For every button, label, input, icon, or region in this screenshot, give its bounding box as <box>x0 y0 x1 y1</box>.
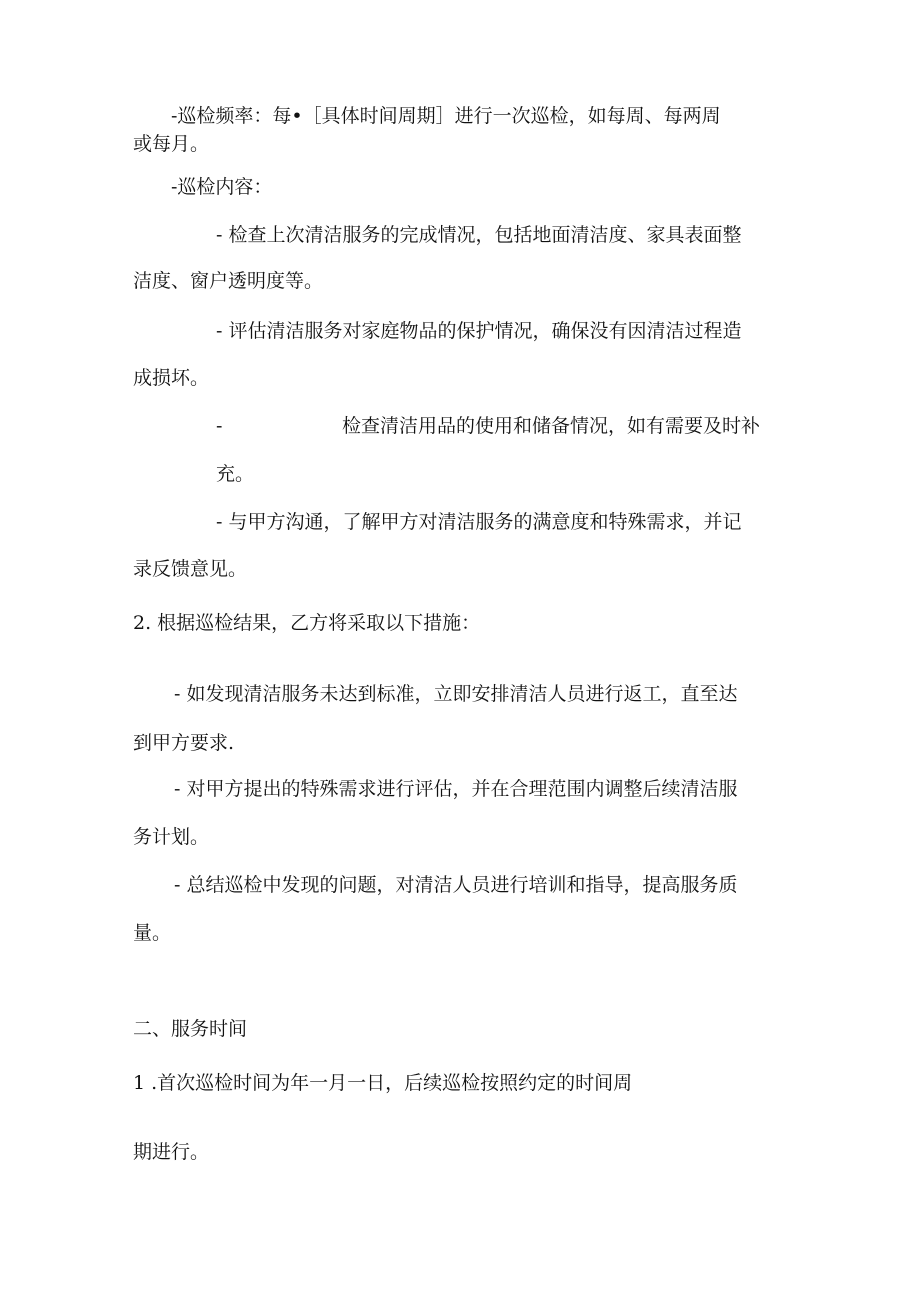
measure-1-line-2: 到甲方要求. <box>133 732 235 754</box>
content-item-2-line-2: 成损坏。 <box>133 367 210 389</box>
service-time-item-1-line-2: 期进行。 <box>133 1141 210 1163</box>
inspection-frequency-line: -巡检频率：每•［具体时间周期］进行一次巡检，如每周、每两周 <box>171 105 721 127</box>
inspection-frequency-continuation: 或每月。 <box>133 133 210 155</box>
service-time-item-1-line-1: 1 .首次巡检时间为年一月一日，后续巡检按照约定的时间周 <box>133 1072 633 1094</box>
content-item-2-line-1: - 评估清洁服务对家庭物品的保护情况，确保没有因清洁过程造 <box>216 320 742 342</box>
measure-1-line-1: - 如发现清洁服务未达到标准，立即安排清洁人员进行返工，直至达 <box>174 683 738 705</box>
service-time-heading: 二、服务时间 <box>133 1018 248 1040</box>
content-item-1-line-2: 洁度、窗户透明度等。 <box>133 270 324 292</box>
content-item-3-line-1 <box>216 413 760 439</box>
measure-2-line-2: 务计划。 <box>133 826 210 848</box>
content-item-4-line-2: 录反馈意见。 <box>133 558 248 580</box>
content-item-3-line-2: 充。 <box>216 463 255 485</box>
measure-3-line-1: - 总结巡检中发现的问题，对清洁人员进行培训和指导，提高服务质 <box>174 874 738 896</box>
content-item-3-dash: - <box>216 415 223 437</box>
measure-3-line-2: 量。 <box>133 922 172 944</box>
content-item-3-text: 检查清洁用品的使用和储备情况，如有需要及时补 <box>341 415 760 437</box>
content-item-4-line-1: - 与甲方沟通，了解甲方对清洁服务的满意度和特殊需求，并记 <box>216 511 742 533</box>
measure-2-line-1: - 对甲方提出的特殊需求进行评估，并在合理范围内调整后续清洁服 <box>174 778 738 800</box>
inspection-content-heading: -巡检内容： <box>171 176 273 198</box>
content-item-1-line-1: - 检查上次清洁服务的完成情况，包括地面清洁度、家具表面整 <box>216 224 742 246</box>
measures-heading: 2. 根据巡检结果，乙方将采取以下措施： <box>133 612 481 634</box>
